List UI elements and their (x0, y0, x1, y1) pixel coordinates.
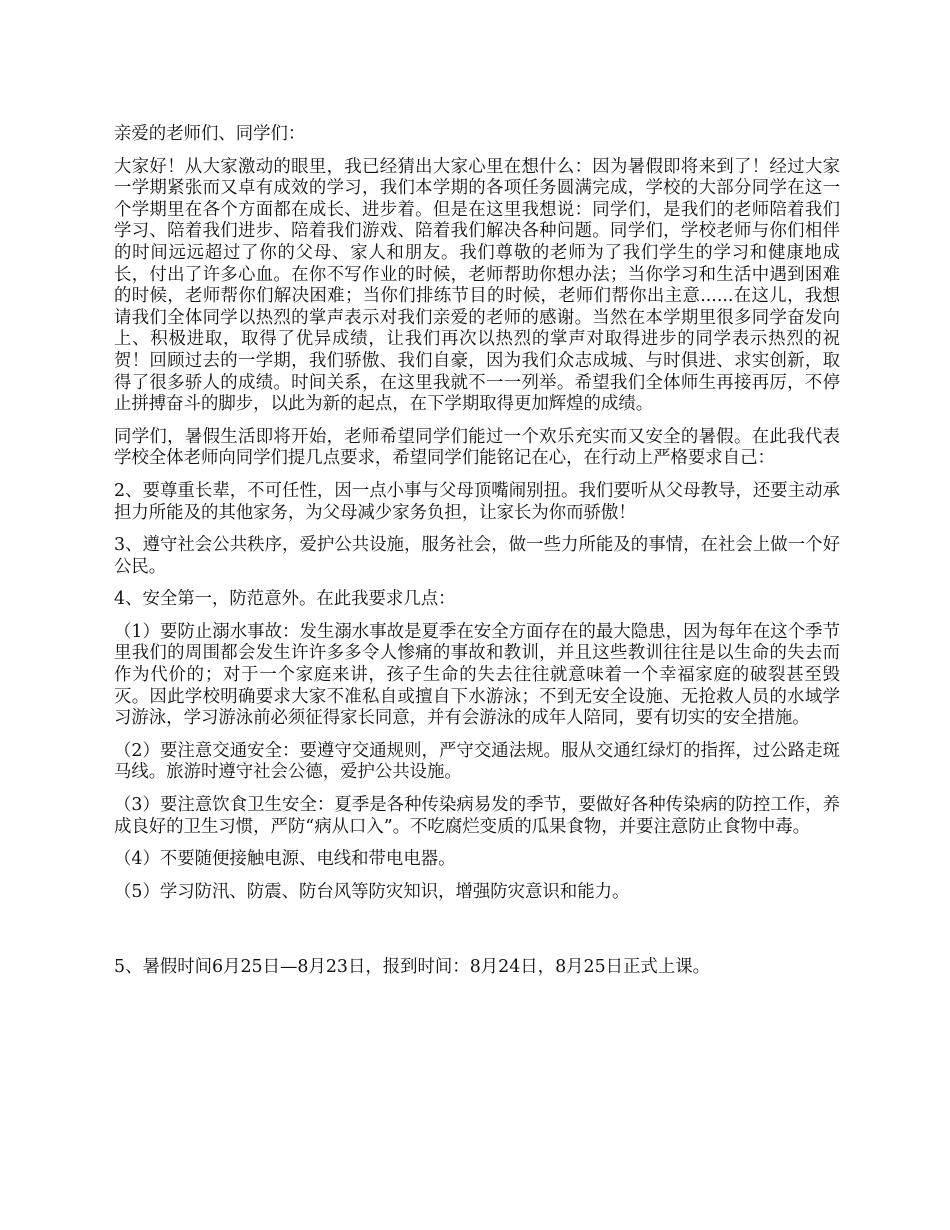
paragraph-subitem-4: （4）不要随便接触电源、电线和带电电器。 (114, 849, 456, 870)
paragraph-subitem-3: （3）要注意饮食卫生安全：夏季是各种传染病易发的季节，要做好各种传染病的防控工作，养成良好的卫生习惯，严防“病从口入”。不吃腐烂变质的瓜果食物，并要注意防止食物中毒。 (114, 795, 840, 837)
paragraph-subitem-2: （2）要注意交通安全：要遵守交通规则，严守交通法规。服从交通红绿灯的指挥，过公路走斑马线。旅游时遵守社会公德，爱护公共设施。 (114, 740, 840, 783)
paragraph-item-4: 4、安全第一，防范意外。在此我要求几点： (114, 589, 456, 610)
paragraph-requirements-intro: 同学们，暑假生活即将开始，老师希望同学们能过一个欢乐充实而又安全的暑假。在此我代表学校全体老师向同学们提几点要求，希望同学们能铭记在心，在行动上严格要求自己： (114, 426, 840, 469)
paragraph-subitem-5: （5）学习防汛、防震、防台风等防灾知识，增强防灾意识和能力。 (114, 881, 630, 902)
greeting: 亲爱的老师们、同学们： (114, 124, 306, 144)
paragraph-item-3: 3、遵守社会公共秩序，爱护公共设施，服务社会，做一些力所能及的事情，在社会上做一个好公民。 (114, 535, 840, 577)
document-body (114, 124, 840, 990)
paragraph-item-2: 2、要尊重长辈，不可任性，因一点小事与父母顶嘴闹别扭。我们要听从父母教导，还要主动承担力所能及的其他家务，为父母减少家务负担，让家长为你而骄傲！ (114, 480, 840, 523)
paragraph-subitem-1: （1）要防止溺水事故：发生溺水事故是夏季在安全方面存在的最大隐患，因为每年在这个季节里我们的周围都会发生许许多多令人惨痛的事故和教训，并且这些教训往往是以生命的失去而作为代价的；对于一个家庭来讲，孩子生命的失去往往就意味着一个幸福家庭的破裂甚至毁灭。因此学校明确要求大家不准私自或擅自下水游泳；不到无安全设施、无抢救人员的水域学习游泳，学习游泳前必须征得家长同意，并有会游泳的成年人陪同，要有切实的安全措施。 (114, 621, 840, 729)
paragraph-opening: 大家好！从大家激动的眼里，我已经猜出大家心里在想什么：因为暑假即将来到了！经过大家一学期紧张而又卓有成效的学习，我们本学期的各项任务圆满完成，学校的大部分同学在这一个学期里在各个方面都在成长、进步着。但是在这里我想说：同学们，是我们的老师陪着我们学习、陪着我们进步、陪着我们游戏、陪着我们解决各种问题。同学们，学校老师与你们相伴的时间远远超过了你的父母、家人和朋友。我们尊敬的老师为了我们学生的学习和健康地成长，付出了许多心血。在你不写作业的时候，老师帮助你想办法；当你学习和生活中遇到困难的时候，老师帮你们解决困难；当你们排练节目的时候，老师们帮你出主意......在这儿，我想请我们全体同学以热烈的掌声表示对我们亲爱的老师的感谢。当然在本学期里很多同学奋发向上、积极进取，取得了优异成绩，让我们再次以热烈的掌声对取得进步的同学表示热烈的祝贺！回顾过去的一学期，我们骄傲、我们自豪，因为我们众志成城、与时俱进、求实创新，取得了很多骄人的成绩。时间关系，在这里我就不一一列举。希望我们全体师生再接再厉，不停止拼搏奋斗的脚步，以此为新的起点，在下学期取得更加辉煌的成绩。 (114, 156, 840, 415)
paragraph-item-5: 5、暑假时间6月25日—8月23日，报到时间：8月24日，8月25日正式上课。 (114, 957, 710, 978)
